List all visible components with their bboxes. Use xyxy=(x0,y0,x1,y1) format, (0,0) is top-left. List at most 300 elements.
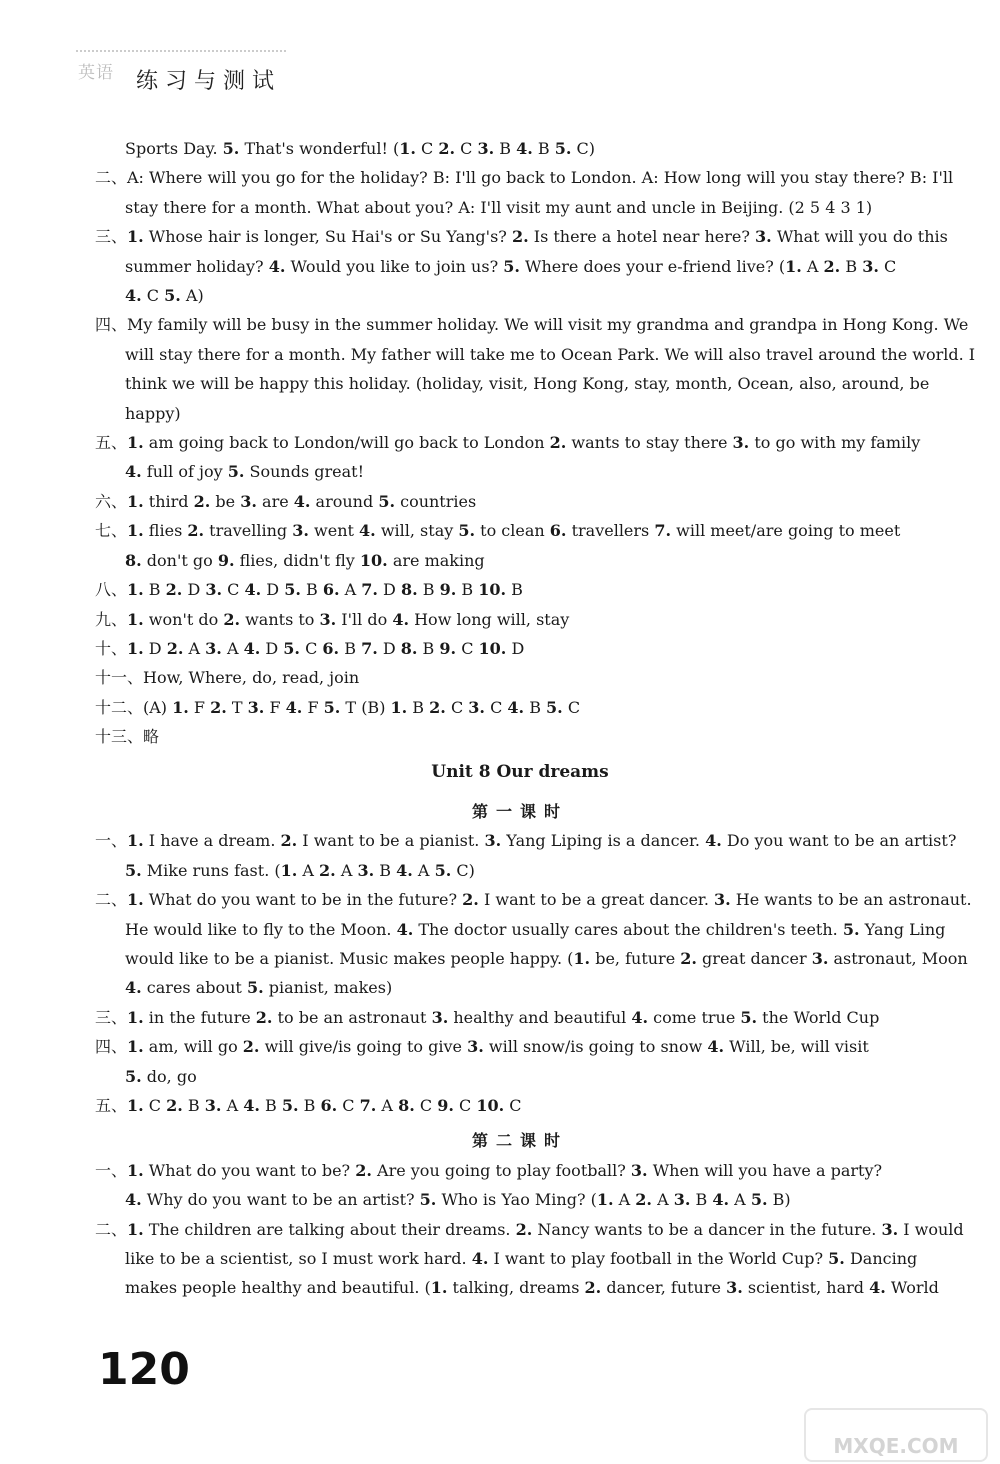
answer-line xyxy=(95,163,954,192)
answer-text: 二、A: Where will you go for the holiday? B: I'll go back to London. A: How long will you stay there? B: I'll xyxy=(95,168,954,188)
answer-text: B xyxy=(182,1096,205,1115)
item-number: 3. xyxy=(204,1096,222,1115)
answer-text: be xyxy=(210,491,241,511)
item-number: 5. xyxy=(125,1066,142,1086)
answer-text: C xyxy=(504,1096,522,1115)
answer-block-lesson2 xyxy=(95,1156,964,1303)
answer-text: happy) xyxy=(125,403,181,423)
answer-text: B xyxy=(506,580,523,600)
answer-text: third xyxy=(143,491,194,511)
answer-text: B xyxy=(417,580,440,600)
answer-line xyxy=(95,340,976,369)
answer-content xyxy=(95,134,976,1303)
answer-text: F xyxy=(302,697,324,717)
answer-line xyxy=(95,1091,945,1120)
answer-text: C) xyxy=(451,860,475,880)
answer-text: am going back to London/will go back to London xyxy=(143,433,550,453)
item-number: 5. xyxy=(283,638,300,658)
answer-text: scientist, hard xyxy=(742,1278,870,1298)
answer-line xyxy=(95,634,945,663)
answer-text: be, future xyxy=(590,948,681,968)
item-number: 4. xyxy=(712,1190,730,1210)
item-number: 5. xyxy=(323,697,341,717)
answer-text: am, will go xyxy=(143,1037,243,1057)
answer-text: don't go xyxy=(141,550,218,570)
answer-text: Yang Liping is a dancer. xyxy=(501,831,706,851)
answer-text: 十二、(A) xyxy=(95,697,173,717)
answer-text: F xyxy=(264,697,286,717)
answer-text: Dancing xyxy=(844,1249,918,1269)
answer-text: to be an astronaut xyxy=(272,1007,432,1027)
item-number: 7. xyxy=(361,580,378,600)
item-number: 2. xyxy=(515,1219,533,1239)
answer-text: flies, didn't fly xyxy=(234,550,360,570)
item-number: 1. xyxy=(127,1007,144,1027)
item-number: 3. xyxy=(292,521,309,541)
answer-text: summer holiday? xyxy=(125,256,269,276)
answer-text: C xyxy=(300,638,323,658)
answer-text: Mike runs fast. ( xyxy=(141,860,281,880)
answer-line xyxy=(95,193,945,222)
item-number: 7. xyxy=(654,521,672,541)
answer-text: T (B) xyxy=(340,697,391,717)
item-number: 4. xyxy=(268,256,286,276)
item-number: 4. xyxy=(707,1037,725,1057)
item-number: 3. xyxy=(862,256,879,276)
item-number: 1. xyxy=(127,1096,144,1115)
answer-text: to clean xyxy=(475,521,550,541)
answer-line xyxy=(95,693,945,722)
answer-line xyxy=(95,369,945,398)
item-number: 4. xyxy=(705,831,722,851)
item-number: 4. xyxy=(285,697,303,717)
answer-text: B xyxy=(456,580,479,600)
item-number: 5. xyxy=(434,860,452,880)
subject-label: 英语 xyxy=(78,63,114,83)
answer-text: stay there for a month. What about you? A: I'll visit my aunt and uncle in Beijing. (2 5 4 3 1) xyxy=(125,197,873,217)
item-number: 1. xyxy=(127,521,144,541)
answer-text: 四、 xyxy=(95,1037,128,1057)
answer-line xyxy=(95,252,945,281)
answer-line xyxy=(95,1215,964,1244)
item-number: 2. xyxy=(355,1160,372,1180)
answer-text: B xyxy=(840,256,863,276)
answer-text: D xyxy=(506,638,525,658)
item-number: 3. xyxy=(811,948,829,968)
answer-text: C xyxy=(141,286,165,306)
answer-text: 九、 xyxy=(95,609,128,629)
answer-text: I would xyxy=(898,1219,964,1239)
answer-text: 六、 xyxy=(95,491,128,511)
item-number: 1. xyxy=(127,1160,144,1180)
item-number: 2. xyxy=(242,1037,260,1057)
item-number: 1. xyxy=(596,1190,614,1210)
item-number: 5. xyxy=(842,919,860,939)
answer-text: A xyxy=(335,860,358,880)
item-number: 4. xyxy=(125,286,142,306)
answer-text: wants to stay there xyxy=(566,433,733,453)
answer-text: I want to be a pianist. xyxy=(297,831,485,851)
answer-line xyxy=(95,546,945,575)
answer-line xyxy=(95,1244,945,1273)
lesson-1-title: 第一课时 xyxy=(471,801,568,821)
answer-text: A xyxy=(221,1096,244,1115)
item-number: 5. xyxy=(750,1190,768,1210)
answer-text: 八、 xyxy=(95,580,128,600)
lesson-2-title: 第二课时 xyxy=(471,1131,568,1151)
answer-text: A xyxy=(652,1190,674,1210)
item-number: 5. xyxy=(222,139,240,158)
answer-line xyxy=(95,605,945,634)
answer-line xyxy=(95,516,945,545)
item-number: 5. xyxy=(503,256,520,276)
answer-line xyxy=(95,457,945,486)
answer-text: Sounds great! xyxy=(244,462,364,482)
answer-text: B xyxy=(300,580,323,600)
answer-text: The children are talking about their dreams. xyxy=(143,1219,516,1239)
item-number: 1. xyxy=(399,139,416,158)
answer-text: 十、 xyxy=(95,638,128,658)
answer-text: What do you want to be? xyxy=(143,1160,356,1180)
item-number: 1. xyxy=(127,580,144,600)
answer-text: C xyxy=(143,1096,167,1115)
item-number: 5. xyxy=(828,1249,845,1269)
item-number: 2. xyxy=(210,697,227,717)
item-number: 3. xyxy=(467,1037,484,1057)
item-number: 2. xyxy=(193,491,211,511)
item-number: 4. xyxy=(869,1278,886,1298)
item-number: 4. xyxy=(396,860,413,880)
answer-text: 十一、How, Where, do, read, join xyxy=(95,668,360,688)
answer-text: He would like to fly to the Moon. xyxy=(125,919,397,939)
page-number: 120 xyxy=(98,1344,190,1395)
answer-text: cares about xyxy=(141,978,247,998)
answer-text: B xyxy=(374,860,397,880)
item-number: 1. xyxy=(127,1037,144,1057)
answer-line xyxy=(95,487,945,516)
item-number: 3. xyxy=(205,638,222,658)
item-number: 3. xyxy=(484,831,502,851)
item-number: 3. xyxy=(755,227,772,247)
answer-text: makes people healthy and beautiful. ( xyxy=(125,1278,431,1298)
book-title: 练习与测试 xyxy=(136,69,282,94)
item-number: 6. xyxy=(320,1096,338,1115)
answer-text: 十三、略 xyxy=(95,727,160,747)
answer-text: travellers xyxy=(566,521,655,541)
answer-text: around xyxy=(310,491,379,511)
answer-text: full of joy xyxy=(141,462,228,482)
answer-text: dancer, future xyxy=(601,1278,727,1298)
item-number: 1. xyxy=(127,433,144,453)
item-number: 4. xyxy=(396,919,414,939)
answer-text: B xyxy=(690,1190,713,1210)
item-number: 3. xyxy=(319,609,337,629)
answer-text: B xyxy=(532,139,555,158)
answer-text: B xyxy=(339,638,362,658)
answer-text: 三、 xyxy=(95,1007,128,1027)
answer-line xyxy=(95,310,969,339)
item-number: 9. xyxy=(217,550,235,570)
answer-text: Why do you want to be an artist? xyxy=(141,1190,420,1210)
item-number: 4. xyxy=(243,638,261,658)
answer-line xyxy=(95,222,948,251)
answer-text: C xyxy=(484,697,508,717)
answer-text: He wants to be an astronaut. xyxy=(730,890,972,910)
answer-text: would like to be a pianist. Music makes people happy. ( xyxy=(125,948,574,968)
answer-text: C xyxy=(445,697,469,717)
answer-text: A xyxy=(339,580,362,600)
answer-text: think we will be happy this holiday. (holiday, visit, Hong Kong, stay, month, Ocean, also, around, be xyxy=(125,374,930,394)
answer-text: Would you like to join us? xyxy=(285,256,504,276)
item-number: 3. xyxy=(247,697,265,717)
answer-text: B xyxy=(298,1096,321,1115)
item-number: 1. xyxy=(430,1278,448,1298)
item-number: 10. xyxy=(478,580,507,600)
item-number: 1. xyxy=(573,948,591,968)
item-number: 2. xyxy=(438,139,456,158)
answer-text: 五、 xyxy=(95,1096,128,1115)
answer-line xyxy=(95,428,945,457)
item-number: 2. xyxy=(319,860,336,880)
item-number: 2. xyxy=(166,1096,183,1115)
answer-line xyxy=(95,826,957,855)
item-number: 8. xyxy=(125,550,142,570)
answer-line xyxy=(95,1273,945,1302)
item-number: 4. xyxy=(359,521,376,541)
item-number: 10. xyxy=(476,1096,505,1115)
answer-text: Do you want to be an artist? xyxy=(721,831,957,851)
answer-text: B xyxy=(524,697,547,717)
answer-block-lesson1 xyxy=(95,826,972,1120)
item-number: 9. xyxy=(439,580,457,600)
answer-text: T xyxy=(226,697,248,717)
item-number: 4. xyxy=(392,609,410,629)
answer-text: like to be a scientist, so I must work hard. xyxy=(125,1249,472,1269)
answer-text: flies xyxy=(143,521,188,541)
answer-text: will stay there for a month. My father will take me to Ocean Park. We will also travel around the world. I xyxy=(125,344,976,364)
item-number: 1. xyxy=(127,831,144,851)
answer-text: won't do xyxy=(143,609,224,629)
answer-text: are xyxy=(256,491,294,511)
item-number: 4. xyxy=(125,1190,142,1210)
item-number: 5. xyxy=(284,580,301,600)
answer-text: B xyxy=(494,139,517,158)
item-number: 4. xyxy=(125,462,142,482)
answer-text: Where does your e-friend live? ( xyxy=(519,256,786,276)
item-number: 2. xyxy=(223,609,241,629)
item-number: 2. xyxy=(680,948,697,968)
item-number: 3. xyxy=(673,1190,691,1210)
item-number: 6. xyxy=(322,580,340,600)
answer-text: A xyxy=(221,638,244,658)
answer-text: D xyxy=(182,580,206,600)
answer-text: C xyxy=(414,1096,438,1115)
item-number: 5. xyxy=(546,697,563,717)
answer-text: D xyxy=(377,638,401,658)
item-number: 5. xyxy=(378,491,396,511)
item-number: 8. xyxy=(400,638,418,658)
item-number: 5. xyxy=(164,286,181,306)
answer-text: Are you going to play football? xyxy=(371,1160,631,1180)
answer-text: A) xyxy=(180,286,204,306)
answer-text: I have a dream. xyxy=(143,831,281,851)
item-number: 5. xyxy=(246,978,264,998)
item-number: 3. xyxy=(357,860,375,880)
answer-line xyxy=(95,399,945,428)
answer-text: 七、 xyxy=(95,521,128,541)
answer-text: C xyxy=(222,580,245,600)
answer-line xyxy=(95,663,945,692)
item-number: 6. xyxy=(322,638,340,658)
answer-text: A xyxy=(613,1190,636,1210)
answer-text: went xyxy=(308,521,360,541)
answer-text: talking, dreams xyxy=(447,1278,585,1298)
answer-text: D xyxy=(260,638,284,658)
answer-text: The doctor usually cares about the children's teeth. xyxy=(413,919,843,939)
answer-text: B xyxy=(143,580,166,600)
answer-text: C xyxy=(562,697,581,717)
answer-text: Nancy wants to be a dancer in the future. xyxy=(532,1219,882,1239)
answer-text: will meet/are going to meet xyxy=(671,521,901,541)
item-number: 5. xyxy=(227,462,245,482)
item-number: 4. xyxy=(125,978,142,998)
item-number: 4. xyxy=(243,1096,260,1115)
item-number: 2. xyxy=(584,1278,602,1298)
item-number: 1. xyxy=(390,697,408,717)
item-number: 9. xyxy=(439,638,457,658)
answer-text: astronaut, Moon xyxy=(828,948,968,968)
answer-text: in the future xyxy=(143,1007,256,1027)
answer-text: D xyxy=(261,580,285,600)
answer-text: World xyxy=(885,1278,939,1298)
answer-text: 二、 xyxy=(95,890,128,910)
answer-text: A xyxy=(412,860,435,880)
item-number: 2. xyxy=(166,638,184,658)
item-number: 1. xyxy=(127,890,144,910)
item-number: 1. xyxy=(127,609,144,629)
answer-line xyxy=(95,885,972,914)
answer-text: 一、 xyxy=(95,1160,128,1180)
header-dotted-rule xyxy=(76,50,286,52)
answer-line xyxy=(95,915,945,944)
answer-line xyxy=(95,973,945,1002)
answer-text: D xyxy=(143,638,167,658)
answer-text: What will you do this xyxy=(771,227,948,247)
answer-line xyxy=(95,575,945,604)
item-number: 3. xyxy=(881,1219,899,1239)
answer-text: Yang Ling xyxy=(859,919,946,939)
answer-text: countries xyxy=(395,491,477,511)
item-number: 2. xyxy=(635,1190,652,1210)
item-number: 3. xyxy=(205,580,223,600)
answer-text: I want to be a great dancer. xyxy=(478,890,714,910)
item-number: 5. xyxy=(458,521,476,541)
answer-line xyxy=(95,281,945,310)
answer-text: 三、 xyxy=(95,227,128,247)
item-number: 1. xyxy=(127,638,144,658)
item-number: 1. xyxy=(127,491,144,511)
answer-text: A xyxy=(376,1096,399,1115)
answer-line xyxy=(95,856,945,885)
item-number: 3. xyxy=(726,1278,743,1298)
item-number: 7. xyxy=(361,638,378,658)
answer-text: C xyxy=(455,139,478,158)
item-number: 3. xyxy=(713,890,731,910)
answer-line xyxy=(95,1156,945,1185)
answer-text: 五、 xyxy=(95,433,128,453)
answer-text: do, go xyxy=(141,1066,197,1086)
item-number: 3. xyxy=(477,139,495,158)
answer-text: will snow/is going to snow xyxy=(483,1037,708,1057)
answer-text: Is there a hotel near here? xyxy=(528,227,756,247)
answer-text: I'll do xyxy=(336,609,393,629)
answer-line xyxy=(95,134,945,163)
answer-text: A xyxy=(183,638,206,658)
answer-text: the World Cup xyxy=(757,1007,880,1027)
item-number: 1. xyxy=(127,227,144,247)
answer-text: 四、My family will be busy in the summer holiday. We will visit my grandma and grandpa in Hong Kong. We xyxy=(95,315,969,335)
answer-text: A xyxy=(729,1190,751,1210)
item-number: 2. xyxy=(549,433,567,453)
item-number: 2. xyxy=(823,256,841,276)
answer-text: C xyxy=(415,139,439,158)
answer-text: B xyxy=(407,697,430,717)
item-number: 5. xyxy=(554,139,572,158)
answer-text: will give/is going to give xyxy=(259,1037,468,1057)
item-number: 4. xyxy=(244,580,262,600)
answer-text: come true xyxy=(648,1007,741,1027)
item-number: 3. xyxy=(431,1007,449,1027)
unit-title: Unit 8 Our dreams xyxy=(431,761,609,782)
answer-text: C) xyxy=(571,139,596,158)
item-number: 6. xyxy=(549,521,567,541)
item-number: 2. xyxy=(511,227,529,247)
item-number: 3. xyxy=(732,433,750,453)
item-number: 3. xyxy=(630,1160,648,1180)
answer-text: How long will, stay xyxy=(409,609,570,629)
answer-text: C xyxy=(878,256,897,276)
answer-text: travelling xyxy=(204,521,293,541)
item-number: 5. xyxy=(740,1007,758,1027)
answer-text: When will you have a party? xyxy=(647,1160,883,1180)
item-number: 5. xyxy=(419,1190,437,1210)
item-number: 5. xyxy=(125,860,142,880)
answer-line xyxy=(95,1032,945,1061)
item-number: 3. xyxy=(240,491,257,511)
item-number: 3. xyxy=(468,697,485,717)
item-number: 1. xyxy=(127,1219,144,1239)
answer-text: I want to play football in the World Cup? xyxy=(488,1249,829,1269)
item-number: 4. xyxy=(293,491,311,511)
answer-line xyxy=(95,722,945,751)
answer-text: 一、 xyxy=(95,831,128,851)
item-number: 8. xyxy=(398,1096,415,1115)
answer-text: B) xyxy=(767,1190,791,1210)
answer-text: A xyxy=(801,256,824,276)
item-number: 8. xyxy=(400,580,418,600)
answer-text: C xyxy=(453,1096,477,1115)
answer-line xyxy=(95,1062,945,1091)
answer-text: F xyxy=(188,697,211,717)
answer-text: A xyxy=(297,860,320,880)
item-number: 2. xyxy=(462,890,479,910)
item-number: 4. xyxy=(471,1249,489,1269)
answer-text: great dancer xyxy=(696,948,812,968)
answer-line xyxy=(95,1185,945,1214)
item-number: 5. xyxy=(281,1096,299,1115)
answer-line xyxy=(95,1003,945,1032)
item-number: 2. xyxy=(187,521,205,541)
